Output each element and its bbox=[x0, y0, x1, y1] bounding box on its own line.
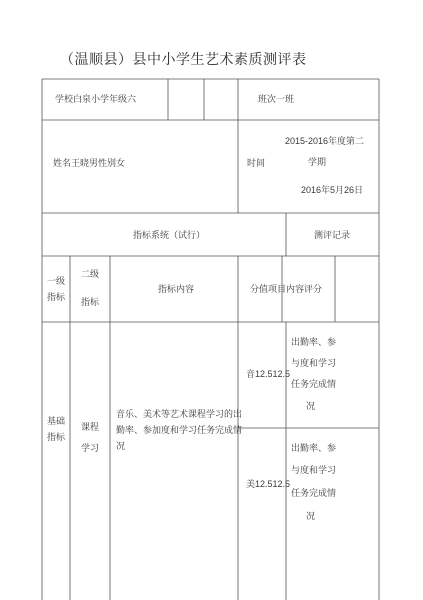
level1-value-a: 基础 bbox=[46, 417, 65, 427]
item-desc-line: 出勤率、参 bbox=[291, 338, 337, 348]
level2-header-a: 二级 bbox=[80, 270, 99, 280]
name-gender-text: 姓名王晓男性别女 bbox=[53, 159, 126, 169]
item-desc-line: 与度和学习 bbox=[291, 466, 337, 476]
level1-header-b: 指标 bbox=[46, 293, 65, 303]
item-desc-line: 出勤率、参 bbox=[291, 444, 337, 454]
indicator-system-label: 指标系统（试行） bbox=[133, 231, 206, 241]
item-desc-line: 况 bbox=[306, 512, 316, 522]
school-grade-text: 学校白泉小学年级六 bbox=[55, 95, 137, 105]
level1-header-a: 一级 bbox=[46, 277, 65, 287]
content-line-2: 勤率、参加度和学习任务完成情 bbox=[116, 426, 243, 436]
level2-value-b: 学习 bbox=[80, 444, 99, 454]
date-text: 2016年5月26日 bbox=[301, 185, 364, 195]
subject-item-music: 音12.512.5 bbox=[246, 369, 291, 379]
content-line-1: 音乐、美术等艺术课程学习的出 bbox=[116, 410, 243, 420]
score-header: 分值项目内容评分 bbox=[250, 285, 323, 295]
term-line-2: 学期 bbox=[308, 158, 327, 168]
content-header: 指标内容 bbox=[158, 285, 195, 295]
item-desc-line: 任务完成情 bbox=[291, 380, 337, 390]
item-desc-line: 任务完成情 bbox=[291, 489, 337, 499]
level2-header-b: 指标 bbox=[80, 298, 99, 308]
form-title: （温顺县）县中小学生艺术素质测评表 bbox=[60, 52, 307, 68]
time-label: 时间 bbox=[247, 159, 266, 169]
content-line-3: 况 bbox=[116, 442, 126, 452]
class-text: 班次一班 bbox=[258, 95, 295, 105]
term-line-1: 2015-2016年度第二 bbox=[285, 136, 365, 146]
item-desc-line: 与度和学习 bbox=[291, 359, 337, 369]
level1-value-b: 指标 bbox=[46, 433, 65, 443]
item-desc-line: 况 bbox=[306, 402, 316, 412]
level2-value-a: 课程 bbox=[80, 423, 99, 433]
evaluation-record-label: 测评记录 bbox=[314, 231, 351, 241]
subject-item-art: 美12.512.5 bbox=[246, 479, 291, 489]
